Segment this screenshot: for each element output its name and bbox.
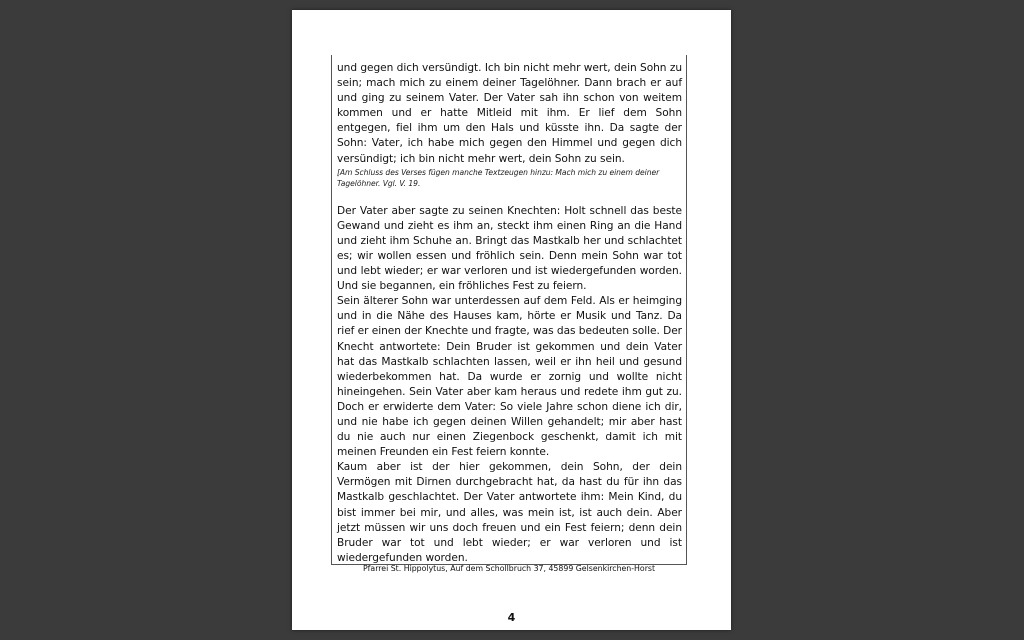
footnote: [Am Schluss des Verses fügen manche Textzeugen hinzu: Mach mich zu einem deiner Tagelöhner. Vgl. V. 19. <box>337 167 660 188</box>
page-footer: Pfarrei St. Hippolytus, Auf dem Schollbruch 37, 45899 Gelsenkirchen-Horst <box>362 564 656 573</box>
document-page <box>292 10 731 630</box>
text-frame <box>331 55 687 565</box>
body-text <box>337 61 682 566</box>
page-number: 4 <box>507 611 516 624</box>
paragraph-gap <box>337 189 682 204</box>
paragraph-1: und gegen dich versündigt. Ich bin nicht mehr wert, dein Sohn zu sein; mach mich zu einem deiner Tagelöhner. Dann brach er auf und ging zu seinem Vater. Der Vater sah ihn schon von weitem kommen und er hatte Mitleid mit ihm. Er lief dem Sohn entgegen, fiel ihm um den Hals und küsste ihn. Da sagte der Sohn: Vater, ich habe mich gegen den Himmel und gegen dich versündigt; ich bin nicht mehr wert, dein Sohn zu sein. <box>337 62 682 165</box>
paragraph-2: Der Vater aber sagte zu seinen Knechten: Holt schnell das beste Gewand und zieht es ihm an, steckt ihm einen Ring an die Hand und zieht ihm Schuhe an. Bringt das Mastkalb her und schlachtet es; wir wollen essen und fröhlich sein. Denn mein Sohn war tot und lebt wieder; er war verloren und ist wiedergefunden worden. Und sie begannen, ein fröhliches Fest zu feiern. <box>337 204 682 293</box>
paragraph-3: Sein älterer Sohn war unterdessen auf dem Feld. Als er heimging und in die Nähe des Hauses kam, hörte er Musik und Tanz. Da rief er einen der Knechte und fragte, was das bedeuten solle. Der Knecht antwortete: Dein Bruder ist gekommen und dein Vater hat das Mastkalb schlachten lassen, weil er ihn heil und gesund wiederbekommen hat. Da wurde er zornig und wollte nicht hineingehen. Sein Vater aber kam heraus und redete ihm gut zu. Doch er erwiderte dem Vater: So viele Jahre schon diene ich dir, und nie habe ich gegen deinen Willen gehandelt; mir aber hast du nie auch nur einen Ziegenbock geschenkt, damit ich mit meinen Freunden ein Fest feiern konnte. <box>337 295 682 459</box>
paragraph-4: Kaum aber ist der hier gekommen, dein Sohn, der dein Vermögen mit Dirnen durchgebracht hat, da hast du für ihn das Mastkalb geschlachtet. Der Vater antwortete ihm: Mein Kind, du bist immer bei mir, und alles, was mein ist, ist auch dein. Aber jetzt müssen wir uns doch freuen und ein Fest feiern; denn dein Bruder war tot und lebt wieder; er war verloren und ist wiedergefunden worden. <box>337 461 682 564</box>
